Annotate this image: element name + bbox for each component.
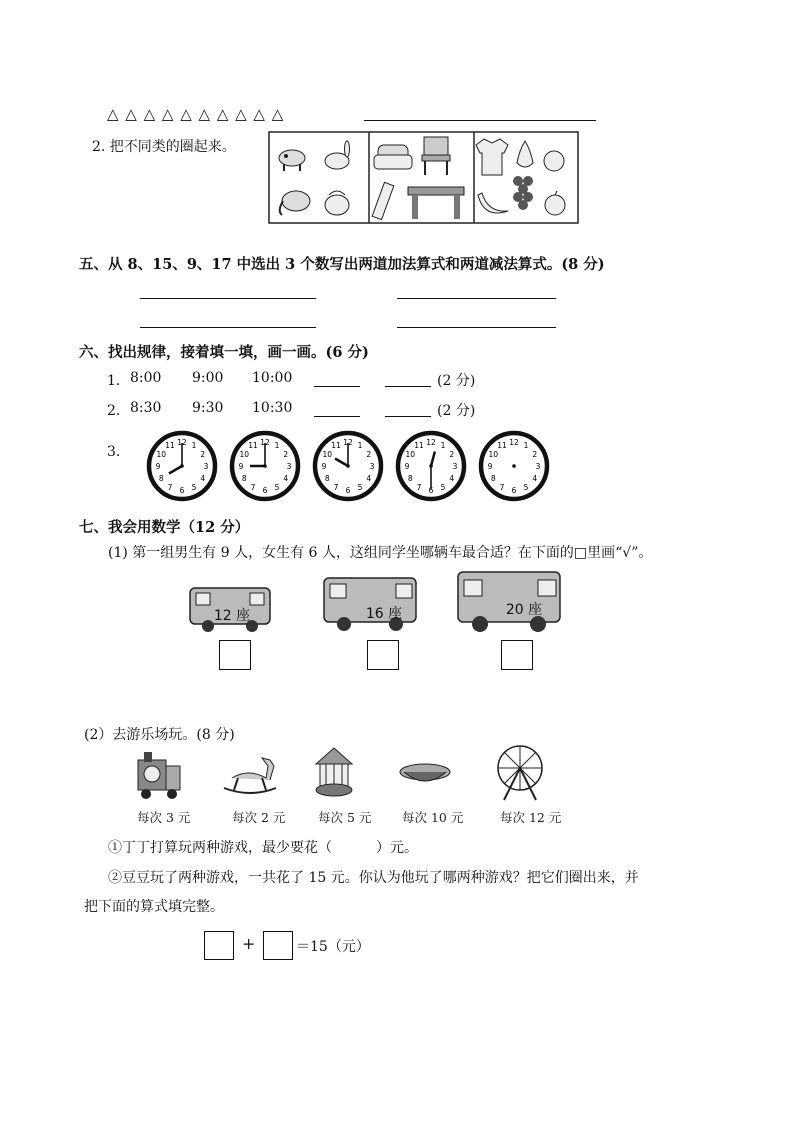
clock-numeral: 4 bbox=[449, 474, 455, 483]
answer-line-triangles[interactable] bbox=[364, 120, 596, 121]
carousel-icon bbox=[312, 744, 356, 802]
clock-numeral: 4 bbox=[200, 474, 206, 483]
ride-price-horse: 每次 2 元 bbox=[232, 810, 286, 825]
train-icon bbox=[128, 750, 188, 802]
clock-numeral: 6 bbox=[345, 486, 351, 495]
clock-numeral: 5 bbox=[357, 482, 363, 492]
peach-icon bbox=[544, 151, 564, 171]
pattern-2-time-2: 9:30 bbox=[192, 400, 224, 416]
clock-numeral: 9 bbox=[238, 462, 244, 471]
clock-numeral: 2 bbox=[532, 450, 538, 459]
clock-numeral: 3 bbox=[286, 462, 292, 471]
bus-20-label: 20 座 bbox=[505, 602, 543, 618]
clock-numeral: 8 bbox=[324, 474, 330, 483]
pattern-1-blank-2[interactable] bbox=[385, 386, 431, 387]
ride-price-carousel: 每次 5 元 bbox=[318, 810, 372, 825]
clock-center bbox=[429, 464, 433, 468]
checkbox-bus-20[interactable] bbox=[501, 640, 533, 670]
pattern-1-time-2: 9:00 bbox=[192, 370, 224, 386]
section6-title: 六、找出规律，接着填一填，画一画。(6 分) bbox=[79, 344, 369, 361]
clock-numeral: 1 bbox=[523, 441, 529, 451]
pattern-1-time-3: 10:00 bbox=[252, 370, 293, 386]
clock-numeral: 3 bbox=[203, 462, 209, 471]
bus-16-seat-image bbox=[322, 574, 420, 634]
clock-numeral: 7 bbox=[499, 482, 505, 492]
clock-numeral: 8 bbox=[407, 474, 413, 483]
clock-numeral: 2 bbox=[200, 450, 206, 459]
clock-numeral: 2 bbox=[449, 450, 455, 459]
clock-numeral: 7 bbox=[250, 482, 256, 492]
clock-numeral: 11 bbox=[331, 441, 341, 451]
clock-numeral: 5 bbox=[274, 482, 280, 492]
clock-numeral: 4 bbox=[283, 474, 289, 483]
bus-12-seat-image bbox=[188, 584, 274, 634]
question-amusement-park: (2）去游乐场玩。(8 分) bbox=[84, 727, 235, 743]
clock-numeral: 6 bbox=[179, 486, 185, 495]
clock-4 bbox=[395, 430, 467, 502]
clock-2 bbox=[229, 430, 301, 502]
checkbox-bus-16[interactable] bbox=[367, 640, 399, 670]
clock-center bbox=[346, 464, 350, 468]
clock-center bbox=[263, 464, 267, 468]
sub-question-2-line-1: ②豆豆玩了两种游戏，一共花了 15 元。你认为他玩了哪两种游戏？把它们圈出来，并 bbox=[108, 870, 639, 886]
subtraction-line-2[interactable] bbox=[397, 327, 556, 328]
clock-numeral: 4 bbox=[366, 474, 372, 483]
plus-sign: + bbox=[242, 934, 256, 953]
clock-numeral: 4 bbox=[532, 474, 538, 483]
clock-numeral: 12 bbox=[343, 438, 353, 447]
clock-numeral: 10 bbox=[488, 450, 498, 459]
clock-numeral: 5 bbox=[191, 482, 197, 492]
clock-numeral: 8 bbox=[158, 474, 164, 483]
clock-numeral: 10 bbox=[156, 450, 166, 459]
pattern-1-blank-1[interactable] bbox=[314, 386, 360, 387]
clock-numeral: 8 bbox=[241, 474, 247, 483]
clock-numeral: 11 bbox=[165, 441, 175, 451]
bus-20-seat-image bbox=[456, 568, 564, 634]
clock-1 bbox=[146, 430, 218, 502]
question-bus: (1) 第一组男生有 9 人，女生有 6 人，这组同学坐哪辆车最合适？在下面的□里画“√”。 bbox=[108, 545, 653, 561]
pattern-2-score: (2 分) bbox=[437, 403, 476, 419]
section5-title: 五、从 8、15、9、17 中选出 3 个数写出两道加法算式和两道减法算式。(8 分) bbox=[79, 256, 605, 273]
clock-numeral: 6 bbox=[428, 486, 434, 495]
clock-numeral: 12 bbox=[426, 438, 436, 447]
pattern-1-score: (2 分) bbox=[437, 373, 476, 389]
pattern-2-number: 2． bbox=[107, 403, 130, 419]
armchair-icon bbox=[374, 145, 412, 169]
pattern-1-number: 1． bbox=[107, 373, 130, 389]
boat-icon bbox=[398, 760, 452, 790]
clock-numeral: 2 bbox=[283, 450, 289, 459]
clock-3 bbox=[312, 430, 384, 502]
clock-numeral: 12 bbox=[509, 438, 519, 447]
equation-box-1[interactable] bbox=[204, 931, 234, 960]
clock-numeral: 10 bbox=[322, 450, 332, 459]
clock-numeral: 9 bbox=[155, 462, 161, 471]
clock-center bbox=[512, 464, 516, 468]
clock-numeral: 11 bbox=[414, 441, 424, 451]
section7-title: 七、我会用数学（12 分） bbox=[79, 519, 250, 536]
addition-line-1[interactable] bbox=[140, 298, 316, 299]
classification-picture-panel bbox=[268, 131, 579, 224]
clock-numeral: 1 bbox=[440, 441, 446, 451]
ride-price-train: 每次 3 元 bbox=[137, 810, 191, 825]
clock-numeral: 11 bbox=[248, 441, 258, 451]
clock-numeral: 10 bbox=[405, 450, 415, 459]
sub-question-1-text-b: ）元。 bbox=[376, 840, 418, 856]
pattern-2-time-3: 10:30 bbox=[252, 400, 293, 416]
pattern-2-blank-1[interactable] bbox=[314, 416, 360, 417]
triangle-row: △ △ △ △ △ △ △ △ △ △ bbox=[107, 105, 285, 123]
clock-numeral: 6 bbox=[262, 486, 268, 495]
clock-numeral: 12 bbox=[260, 438, 270, 447]
q2-label: 2. 把不同类的圈起来。 bbox=[92, 139, 236, 155]
clock-numeral: 9 bbox=[404, 462, 410, 471]
ride-price-ferris-wheel: 每次 12 元 bbox=[500, 810, 562, 825]
clock-numeral: 5 bbox=[523, 482, 529, 492]
pattern-1-time-1: 8:00 bbox=[130, 370, 162, 386]
clock-center bbox=[180, 464, 184, 468]
clock-numeral: 1 bbox=[274, 441, 280, 451]
clock-numeral: 7 bbox=[416, 482, 422, 492]
clock-numeral: 7 bbox=[333, 482, 339, 492]
rocking-horse-icon bbox=[222, 752, 278, 798]
clock-numeral: 2 bbox=[366, 450, 372, 459]
clock-numeral: 3 bbox=[535, 462, 541, 471]
checkbox-bus-12[interactable] bbox=[219, 640, 251, 670]
pattern-3-number: 3. bbox=[107, 444, 121, 460]
ferris-wheel-icon bbox=[490, 742, 550, 804]
bus-12-label: 12 座 bbox=[213, 608, 251, 624]
equation-result: ＝15（元） bbox=[296, 939, 370, 955]
equation-box-2[interactable] bbox=[263, 931, 293, 960]
sub-question-2-line-2: 把下面的算式填完整。 bbox=[84, 899, 224, 915]
clock-numeral: 1 bbox=[357, 441, 363, 451]
clock-numeral: 11 bbox=[497, 441, 507, 451]
clock-numeral: 1 bbox=[191, 441, 197, 451]
clock-numeral: 6 bbox=[511, 486, 517, 495]
clock-numeral: 12 bbox=[177, 438, 187, 447]
clock-numeral: 3 bbox=[369, 462, 375, 471]
clock-numeral: 9 bbox=[487, 462, 493, 471]
clock-numeral: 10 bbox=[239, 450, 249, 459]
clock-numeral: 5 bbox=[440, 482, 446, 492]
bus-16-label: 16 座 bbox=[365, 606, 403, 622]
pattern-2-time-1: 8:30 bbox=[130, 400, 162, 416]
pattern-2-blank-2[interactable] bbox=[385, 416, 431, 417]
clock-numeral: 9 bbox=[321, 462, 327, 471]
clock-numeral: 8 bbox=[490, 474, 496, 483]
clock-numeral: 7 bbox=[167, 482, 173, 492]
ride-price-boat: 每次 10 元 bbox=[402, 810, 464, 825]
sub-question-1 bbox=[108, 837, 418, 857]
subtraction-line-1[interactable] bbox=[397, 298, 556, 299]
sub-question-1-text-a: ①丁丁打算玩两种游戏，最少要花（ bbox=[108, 840, 332, 856]
addition-line-2[interactable] bbox=[140, 327, 316, 328]
clock-5[interactable] bbox=[478, 430, 550, 502]
clock-numeral: 3 bbox=[452, 462, 458, 471]
